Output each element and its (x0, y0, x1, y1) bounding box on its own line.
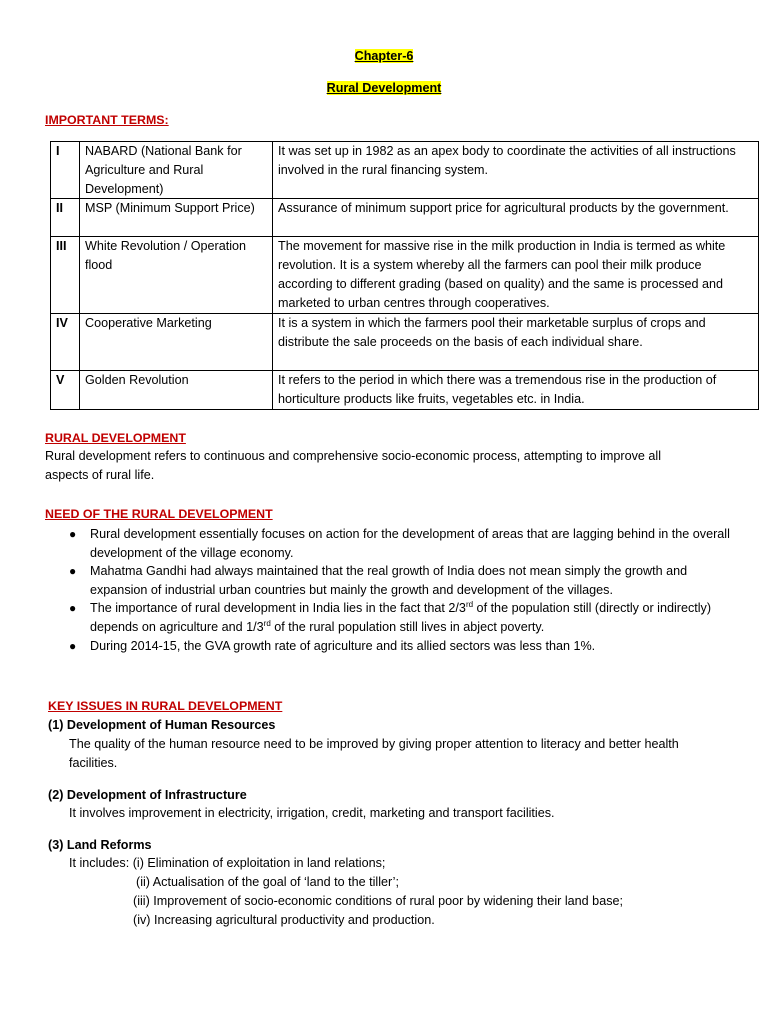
table-row (51, 237, 759, 314)
bullet-text-c: of the rural population still lives in abject poverty. (270, 619, 545, 634)
important-terms-table (50, 141, 759, 410)
list-item (45, 637, 735, 656)
row-description: It was set up in 1982 as an apex body to coordinate the activities of all instructions involved in the rural financing system. (273, 142, 759, 199)
chapter-label: Chapter-6 (354, 49, 414, 63)
bullet-text-a: The importance of rural development in India lies in the fact that 2/3 (90, 601, 466, 616)
bullet-icon: ● (69, 564, 77, 579)
row-term: MSP (Minimum Support Price) (80, 199, 273, 237)
issue-3-item-iii: (iii) Improvement of socio-economic conditions of rural poor by widening their land base; (133, 894, 623, 908)
issue-3-item-ii: (ii) Actualisation of the goal of ‘land to the tiller’; (136, 875, 399, 889)
rural-development-definition: Rural development refers to continuous and comprehensive socio-economic process, attempting to improve all aspects of rural life. (45, 449, 662, 482)
bullet-text: During 2014-15, the GVA growth rate of agriculture and its allied sectors was less than 1%. (90, 638, 596, 653)
issue-1-text: The quality of the human resource need to be improved by giving proper attention to literacy and better health facilities. (69, 737, 679, 770)
important-terms-heading: IMPORTANT TERMS: (45, 113, 169, 127)
row-number: I (51, 142, 80, 199)
row-term: White Revolution / Operation flood (80, 237, 273, 314)
issue-1-heading: (1) Development of Human Resources (48, 718, 276, 732)
bullet-text: Mahatma Gandhi had always maintained that the real growth of India does not mean simply the growth and expansion of industrial urban countries but mainly the growth and development of the villages. (90, 564, 688, 597)
need-bullet-list (45, 525, 735, 655)
subject-title (0, 79, 768, 98)
list-item (45, 562, 735, 599)
row-term: Golden Revolution (80, 371, 273, 410)
subject-label: Rural Development (326, 81, 442, 95)
row-description: The movement for massive rise in the milk production in India is termed as white revolution. It is a system whereby all the farmers can pool their milk produce according to different grading (based on quality) and the same is processed and marketed to urban centres through cooperatives. (273, 237, 759, 314)
list-item (45, 599, 735, 636)
chapter-title (0, 47, 768, 66)
row-description: It is a system in which the farmers pool their marketable surplus of crops and distribute the sale proceeds on the basis of each individual share. (273, 314, 759, 371)
issue-3-intro: It includes: (i) Elimination of exploitation in land relations; (69, 856, 386, 870)
table-row (51, 142, 759, 199)
issue-3-item-iv: (iv) Increasing agricultural productivity and production. (133, 913, 435, 927)
row-term: Cooperative Marketing (80, 314, 273, 371)
key-issues-heading: KEY ISSUES IN RURAL DEVELOPMENT (48, 699, 283, 713)
row-description: Assurance of minimum support price for agricultural products by the government. (273, 199, 759, 237)
row-number: IV (51, 314, 80, 371)
superscript: rd (263, 618, 271, 628)
table-row (51, 199, 759, 237)
bullet-icon: ● (69, 527, 77, 541)
row-number: III (51, 237, 80, 314)
row-number: II (51, 199, 80, 237)
need-heading: NEED OF THE RURAL DEVELOPMENT (45, 507, 273, 521)
row-description: It refers to the period in which there was a tremendous rise in the production of horticulture products like fruits, vegetables etc. in India. (273, 371, 759, 410)
bullet-icon: ● (69, 638, 77, 653)
bullet-icon: ● (69, 601, 77, 616)
row-term: NABARD (National Bank for Agriculture and Rural Development) (80, 142, 273, 199)
bullet-text: Rural development essentially focuses on action for the development of areas that are lagging behind in the overall development of the village economy. (90, 527, 730, 560)
list-item (45, 525, 735, 562)
superscript: rd (465, 600, 474, 610)
bullet-text-b: of the population still (directly or indirectly) depends on agriculture and 1/3 (90, 601, 712, 634)
row-number: V (51, 371, 80, 410)
table-row (51, 314, 759, 371)
issue-3-heading: (3) Land Reforms (48, 838, 152, 852)
table-row (51, 371, 759, 410)
rural-development-heading: RURAL DEVELOPMENT (45, 431, 186, 445)
issue-2-text: It involves improvement in electricity, irrigation, credit, marketing and transport facilities. (69, 806, 555, 820)
issue-2-heading: (2) Development of Infrastructure (48, 788, 247, 802)
